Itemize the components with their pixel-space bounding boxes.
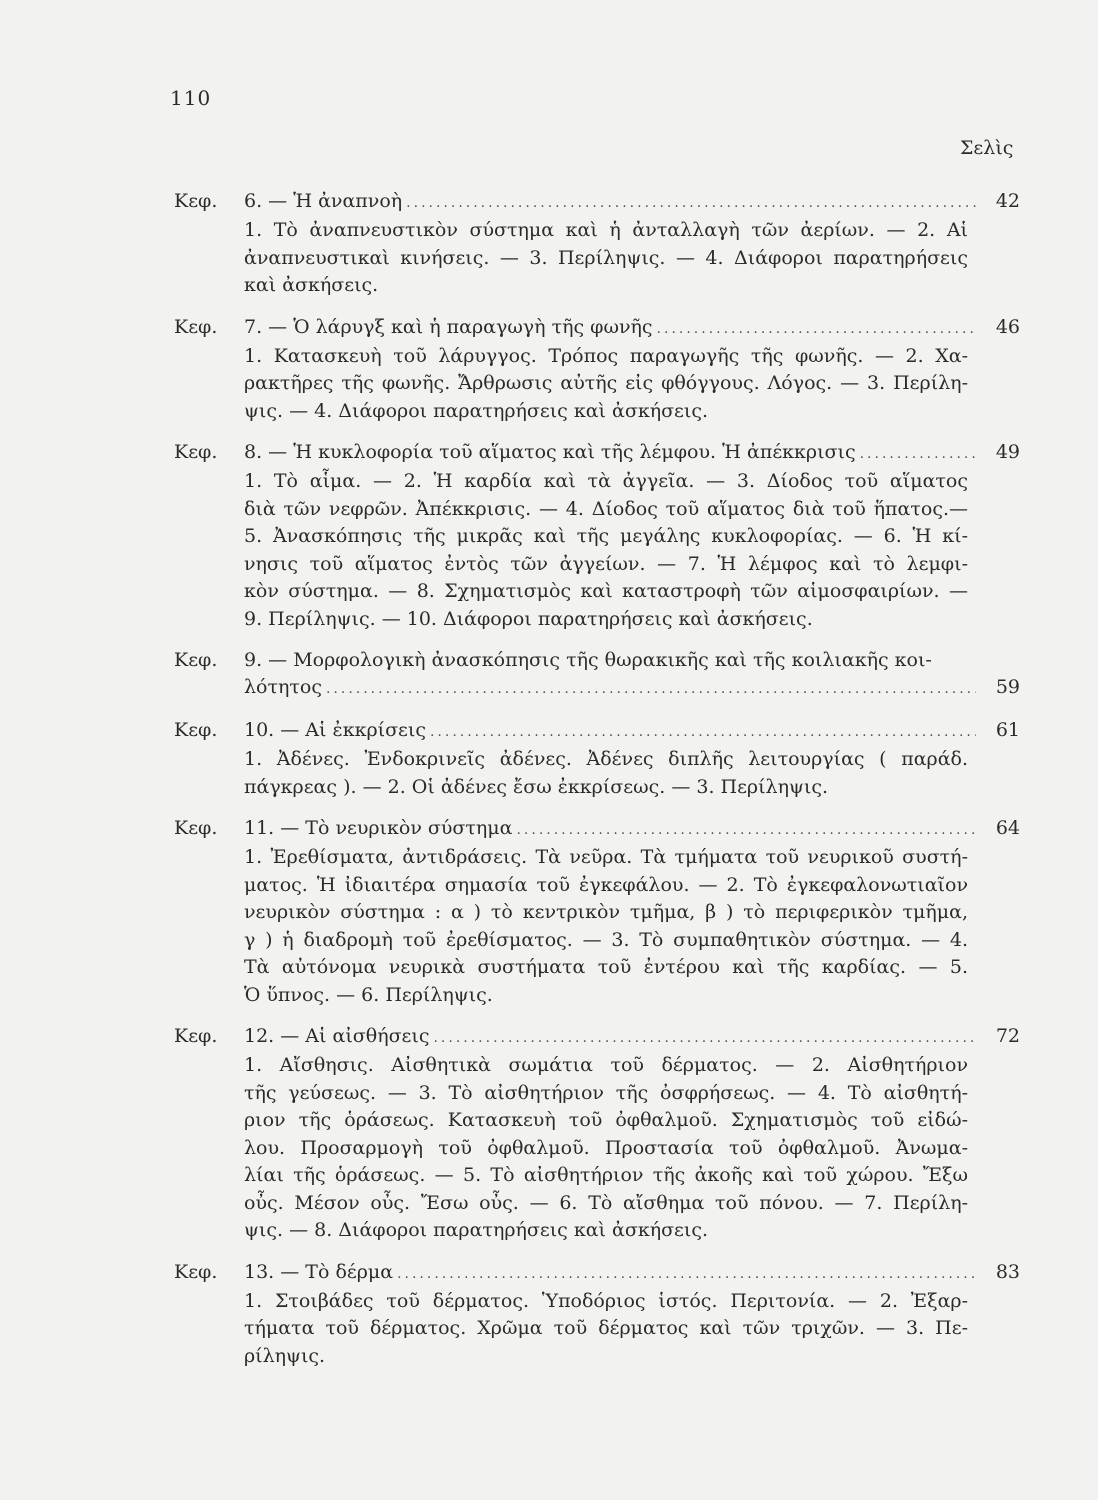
dot-leader xyxy=(860,441,976,468)
dot-leader xyxy=(406,190,976,217)
toc-entry xyxy=(174,815,1020,1009)
chapter-sections xyxy=(174,1288,1020,1371)
chapter-page-number: 64 xyxy=(995,817,1020,839)
chapter-label: Κεφ. xyxy=(174,817,218,839)
chapter-sections xyxy=(174,844,1020,1009)
chapter-label: Κεφ. xyxy=(174,1025,218,1047)
section-line: λου. Προσαρμογὴ τοῦ ὀφθαλμοῦ. Προστασία τοῦ ὀφθαλμοῦ. Ἀνωμα- xyxy=(244,1136,968,1159)
chapter-sections xyxy=(174,746,1020,801)
chapter-title: 6. — Ἡ ἀναπνοὴ xyxy=(244,190,403,212)
chapter-label: Κεφ. xyxy=(174,1260,218,1283)
toc-entry-heading xyxy=(174,1259,1020,1288)
toc-entry xyxy=(174,314,1020,426)
toc-entry xyxy=(174,1023,1020,1245)
chapter-title: 8. — Ἡ κυκλοφορία τοῦ αἵματος καὶ τῆς λέμφου. Ἡ ἀπέκκρισις xyxy=(244,441,856,463)
toc-entry-heading xyxy=(174,314,1020,343)
section-line: ρίληψις. xyxy=(244,1344,326,1367)
chapter-page-number: 61 xyxy=(995,719,1020,741)
chapter-title: 11. — Τὸ νευρικὸν σύστημα xyxy=(244,817,513,839)
chapter-sections xyxy=(174,343,1020,426)
chapter-label: Κεφ. xyxy=(174,649,218,671)
section-line: ματος. Ἡ ἰδιαιτέρα σημασία τοῦ ἐγκεφάλου. — 2. Τὸ ἐγκεφαλονωτιαῖον xyxy=(244,873,968,896)
section-line: 1. Τὸ αἷμα. — 2. Ἡ καρδία καὶ τὰ ἀγγεῖα. — 3. Δίοδος τοῦ αἵματος xyxy=(244,470,968,492)
chapter-title: 10. — Αἱ ἐκκρίσεις xyxy=(244,719,426,741)
toc-entry xyxy=(174,188,1020,300)
section-line: τήματα τοῦ δέρματος. Χρῶμα τοῦ δέρματος καὶ τῶν τριχῶν. — 3. Πε- xyxy=(244,1317,968,1339)
toc-entry-heading xyxy=(174,1023,1020,1052)
section-line: ρακτῆρες τῆς φωνῆς. Ἄρθρωσις αὐτῆς εἰς φθόγγους. Λόγος. — 3. Περίλη- xyxy=(244,372,968,394)
section-line: 5. Ἀνασκόπησις τῆς μικρᾶς καὶ τῆς μεγάλης κυκλοφορίας. — 6. Ἡ κί- xyxy=(244,525,968,547)
dot-leader xyxy=(397,1261,976,1288)
chapter-title: 9. — Μορφολογικὴ ἀνασκόπησις τῆς θωρακικῆς καὶ τῆς κοιλιακῆς κοι- xyxy=(244,649,932,671)
chapter-page-number: 72 xyxy=(995,1025,1020,1047)
section-line: λίαι τῆς ὁράσεως. — 5. Τὸ αἰσθητήριον τῆς ἀκοῆς καὶ τοῦ χώρου. Ἔξω xyxy=(244,1164,968,1186)
toc-entry xyxy=(174,439,1020,633)
section-line: πάγκρεας ). — 2. Οἱ ἀδένες ἔσω ἐκκρίσεως. — 3. Περίληψις. xyxy=(244,775,829,798)
dot-leader xyxy=(657,316,976,343)
toc-entry xyxy=(174,717,1020,801)
section-line: νευρικὸν σύστημα : α ) τὸ κεντρικὸν τμῆμα, β ) τὸ περιφερικὸν τμῆμα, xyxy=(244,901,968,923)
section-line: 1. Ἐρεθίσματα, ἀντιδράσεις. Τὰ νεῦρα. Τὰ τμήματα τοῦ νευρικοῦ συστή- xyxy=(244,846,968,868)
pages-column-header: Σελὶς xyxy=(960,137,1014,159)
dot-leader xyxy=(433,1025,976,1052)
section-line: 1. Κατασκευὴ τοῦ λάρυγγος. Τρόπος παραγωγῆς τῆς φωνῆς. — 2. Χα- xyxy=(244,344,968,367)
chapter-title-continued-text: λότητος xyxy=(244,676,322,698)
toc-entry-heading xyxy=(174,439,1020,468)
chapter-label: Κεφ. xyxy=(174,441,218,463)
chapter-page-number: 83 xyxy=(995,1260,1020,1283)
section-line: οὖς. Μέσον οὖς. Ἔσω οὖς. — 6. Τὸ αἴσθημα τοῦ πόνου. — 7. Περίλη- xyxy=(244,1191,968,1214)
chapter-page-number: 59 xyxy=(995,676,1020,698)
toc-entry-heading xyxy=(174,717,1020,746)
chapter-title-continued xyxy=(174,674,1020,703)
chapter-label: Κεφ. xyxy=(174,190,218,212)
toc-entry-heading xyxy=(174,188,1020,217)
section-line: καὶ ἀσκήσεις. xyxy=(244,274,379,296)
chapter-title: 13. — Τὸ δέρμα xyxy=(244,1260,394,1283)
section-line: ψις. — 8. Διάφοροι παρατηρήσεις καὶ ἀσκήσεις. xyxy=(244,1219,709,1241)
section-line: τῆς γεύσεως. — 3. Τὸ αἰσθητήριον τῆς ὀσφρήσεως. — 4. Τὸ αἰσθητή- xyxy=(244,1081,968,1104)
section-line: κὸν σύστημα. — 8. Σχηματισμὸς καὶ καταστροφὴ τῶν αἱμοσφαιρίων. — xyxy=(244,580,968,602)
section-line: ἀναπνευστικαὶ κινήσεις. — 3. Περίληψις. — 4. Διάφοροι παρατηρήσεις xyxy=(244,246,968,269)
chapter-title: 12. — Αἱ αἰσθήσεις xyxy=(244,1025,430,1047)
chapter-page-number: 49 xyxy=(995,441,1020,463)
section-line: ριον τῆς ὁράσεως. Κατασκευὴ τοῦ ὀφθαλμοῦ. Σχηματισμὸς τοῦ εἰδώ- xyxy=(244,1109,968,1131)
page-number: 110 xyxy=(170,86,212,110)
table-of-contents xyxy=(174,188,1020,1384)
chapter-page-number: 46 xyxy=(995,315,1020,338)
section-line: 1. Τὸ ἀναπνευστικὸν σύστημα καὶ ἡ ἀνταλλαγὴ τῶν ἀερίων. — 2. Αἱ xyxy=(244,219,968,241)
section-line: γ ) ἡ διαδρομὴ τοῦ ἐρεθίσματος. — 3. Τὸ συμπαθητικὸν σύστημα. — 4. xyxy=(244,928,968,951)
dot-leader xyxy=(516,817,976,844)
section-line: 1. Αἴσθησις. Αἰσθητικὰ σωμάτια τοῦ δέρματος. — 2. Αἰσθητήριον xyxy=(244,1054,968,1076)
section-line: 1. Ἀδένες. Ἐνδοκρινεῖς ἀδένες. Ἀδένες διπλῆς λειτουργίας ( παράδ. xyxy=(244,748,968,770)
toc-entry-heading xyxy=(174,647,1020,674)
chapter-page-number: 42 xyxy=(995,190,1020,212)
chapter-sections xyxy=(174,1052,1020,1245)
section-line: Ὁ ὕπνος. — 6. Περίληψις. xyxy=(244,983,493,1006)
chapter-label: Κεφ. xyxy=(174,719,218,741)
chapter-sections xyxy=(174,217,1020,300)
section-line: 9. Περίληψις. — 10. Διάφοροι παρατηρήσεις καὶ ἀσκήσεις. xyxy=(244,607,813,630)
section-line: 1. Στοιβάδες τοῦ δέρματος. Ὑποδόριος ἱστός. Περιτονία. — 2. Ἐξαρ- xyxy=(244,1289,968,1312)
toc-entry xyxy=(174,647,1020,703)
dot-leader xyxy=(326,676,976,703)
chapter-label: Κεφ. xyxy=(174,315,218,338)
chapter-title: 7. — Ὁ λάρυγξ καὶ ἡ παραγωγὴ τῆς φωνῆς xyxy=(244,315,653,338)
section-line: ψις. — 4. Διάφοροι παρατηρήσεις καὶ ἀσκήσεις. xyxy=(244,399,709,422)
section-line: νησις τοῦ αἵματος ἐντὸς τῶν ἀγγείων. — 7. Ἡ λέμφος καὶ τὸ λεμφι- xyxy=(244,552,968,575)
toc-entry xyxy=(174,1259,1020,1371)
section-line: Τὰ αὐτόνομα νευρικὰ συστήματα τοῦ ἐντέρου καὶ τῆς καρδίας. — 5. xyxy=(244,956,968,978)
dot-leader xyxy=(430,719,976,746)
chapter-sections xyxy=(174,468,1020,633)
section-line: διὰ τῶν νεφρῶν. Ἀπέκκρισις. — 4. Δίοδος τοῦ αἵματος διὰ τοῦ ἥπατος.— xyxy=(244,497,968,520)
toc-entry-heading xyxy=(174,815,1020,844)
